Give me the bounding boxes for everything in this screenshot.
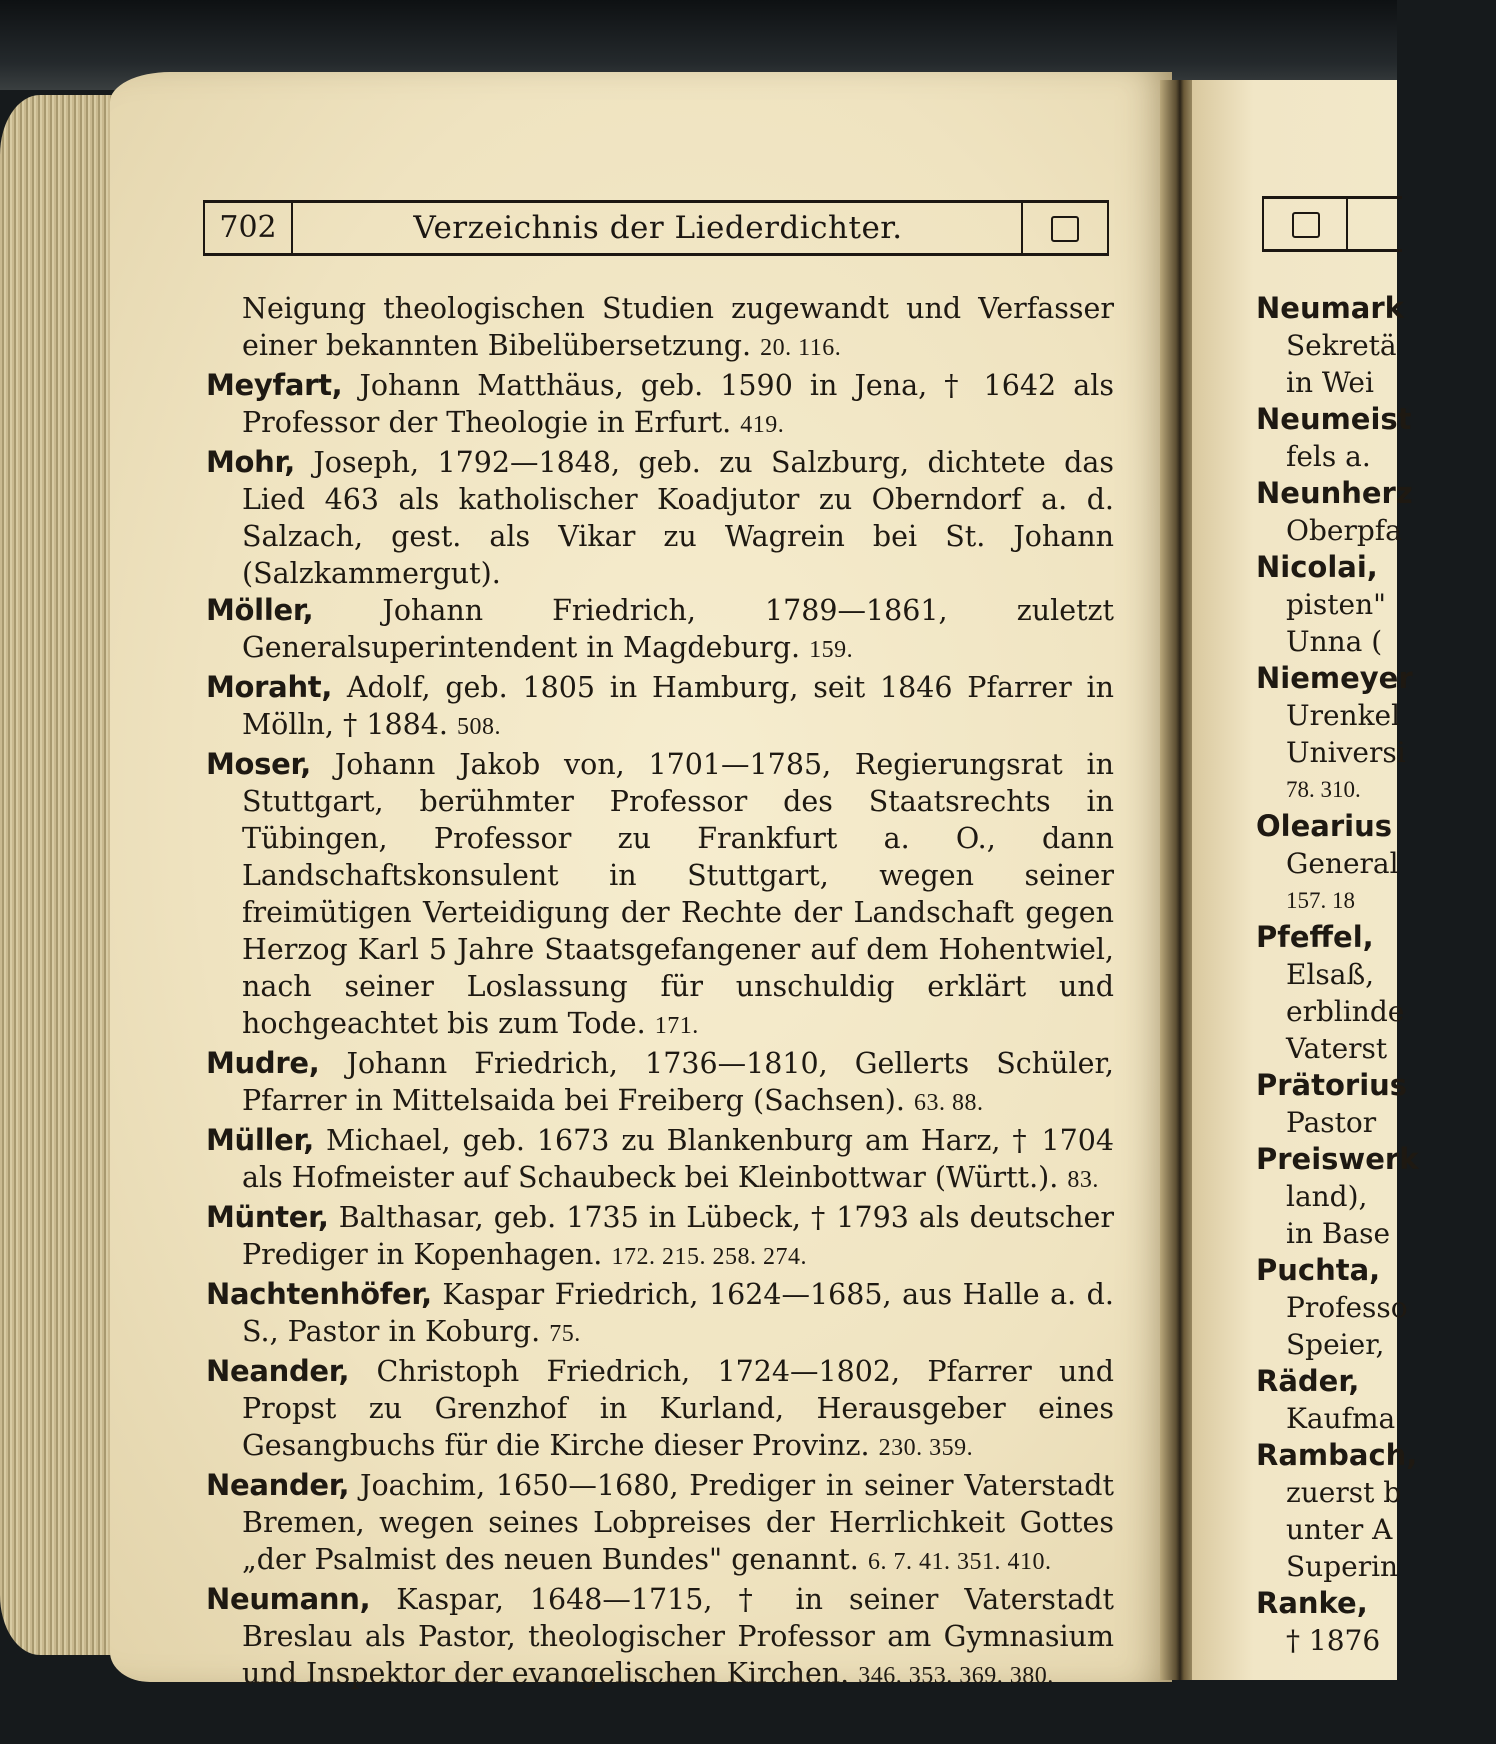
author-bio: Neigung theologischen Studien zugewandt und Verfasser einer bekannten Bibelübersetzung. xyxy=(242,292,1114,362)
hymn-references: 83. xyxy=(1067,1167,1099,1193)
text-line: Vaterst xyxy=(1286,1032,1388,1065)
author-name: Nicolai, xyxy=(1256,550,1378,584)
list-item xyxy=(206,1467,1114,1581)
list-item xyxy=(206,1199,1114,1276)
header-box-cell xyxy=(1021,203,1107,253)
author-name: Möller, xyxy=(206,593,314,627)
hymn-references: 75. xyxy=(549,1321,581,1347)
hymn-references: 230. 359. xyxy=(878,1435,974,1461)
text-line: pisten" xyxy=(1286,588,1386,621)
text-line: unter A xyxy=(1286,1513,1393,1546)
text-line: Kaufma xyxy=(1286,1402,1396,1435)
text-line: 157. 18 xyxy=(1286,888,1355,913)
author-bio: Johann Matthäus, geb. 1590 in Jena, † 1642 als Professor der Theologie in Erfurt. xyxy=(242,369,1114,439)
text-line: Universi xyxy=(1286,736,1406,769)
text-line: Elsaß, xyxy=(1286,958,1375,991)
list-item xyxy=(206,746,1114,1045)
text-line: erblinde xyxy=(1286,995,1405,1028)
author-name: Neunherz xyxy=(1256,476,1413,510)
author-name: Neander, xyxy=(206,1468,350,1502)
square-ornament-icon xyxy=(1292,212,1320,238)
right-page-header xyxy=(1262,196,1402,252)
list-item xyxy=(206,1122,1114,1199)
author-name: Puchta, xyxy=(1256,1253,1381,1287)
text-line: Professo xyxy=(1286,1291,1408,1324)
author-bio: Joseph, 1792—1848, geb. zu Salzburg, dichtete das Lied 463 als katholischer Koadjutor zu Oberndorf a. d. Salzach, gest. als Vikar zu Wagrein bei St. Johann (Salzkammergut). xyxy=(242,446,1115,590)
text-line: fels a. xyxy=(1286,440,1371,473)
right-page xyxy=(1192,80,1419,1680)
hymn-references: 63. 88. xyxy=(914,1090,984,1116)
author-name: Münter, xyxy=(206,1200,329,1234)
author-name: Mudre, xyxy=(206,1046,320,1080)
text-line: Unna ( xyxy=(1286,625,1383,658)
entry-list xyxy=(206,290,1114,1695)
text-line: 78. 310. xyxy=(1286,777,1361,802)
author-name: Rambach, xyxy=(1256,1438,1418,1472)
hymn-references: 508. xyxy=(457,714,502,740)
author-name: Olearius xyxy=(1256,809,1392,843)
text-line: General xyxy=(1286,847,1399,880)
list-item xyxy=(206,290,1114,367)
list-item xyxy=(206,1581,1114,1695)
author-name: Mohr, xyxy=(206,445,295,479)
author-bio: Johann Friedrich, 1736—1810, Gellerts Schüler, Pfarrer in Mittelsaida bei Freiberg (Sachsen). xyxy=(242,1047,1114,1117)
author-bio: Michael, geb. 1673 zu Blankenburg am Harz, † 1704 als Hofmeister auf Schaubeck bei Kleinbottwar (Württ.). xyxy=(242,1124,1114,1194)
hymn-references: 171. xyxy=(654,1013,699,1039)
author-name: Pfeffel, xyxy=(1256,920,1374,954)
square-ornament-icon xyxy=(1051,216,1079,242)
author-bio: Johann Friedrich, 1789—1861, zuletzt Generalsuperintendent in Magdeburg. xyxy=(242,594,1114,664)
text-line: Oberpfa xyxy=(1286,514,1402,547)
author-name: Neumeist xyxy=(1256,402,1412,436)
hymn-references: 346. 353. 369. 380. xyxy=(858,1663,1054,1689)
hymn-references: 419. xyxy=(740,412,785,438)
text-line: in Base xyxy=(1286,1217,1391,1250)
author-name: Neumann, xyxy=(206,1582,371,1616)
author-bio: Johann Jakob von, 1701—1785, Regierungsrat in Stuttgart, berühmter Professor des Staatsrechts in Tübingen, Professor zu Frankfurt a. O., dann Landschaftskonsulent in Stuttgart, wegen seiner freimütigen Verteidigung der Rechte der Landschaft gegen Herzog Karl 5 Jahre Staatsgefangener auf dem Hohentwiel, nach seiner Loslassung für unschuldig erklärt und hochgeachtet bis zum Tode. xyxy=(242,748,1114,1040)
author-name: Neander, xyxy=(206,1354,350,1388)
text-line: zuerst b xyxy=(1286,1476,1402,1509)
author-name: Neumark xyxy=(1256,291,1404,325)
author-bio: Kaspar, 1648—1715, † in seiner Vaterstadt Breslau als Pastor, theologischer Professor am Gymnasium und Inspektor der evangelischen Kirchen. xyxy=(242,1583,1115,1690)
author-name: Müller, xyxy=(206,1123,315,1157)
list-item xyxy=(206,1276,1114,1353)
author-bio: Christoph Friedrich, 1724—1802, Pfarrer und Propst zu Grenzhof in Kurland, Herausgeber eines Gesangbuchs für die Kirche dieser Provinz. xyxy=(242,1355,1114,1462)
text-line: in Wei xyxy=(1286,366,1374,399)
list-item xyxy=(206,669,1114,746)
hymn-references: 6. 7. 41. 351. 410. xyxy=(867,1549,1052,1575)
author-name: Moser, xyxy=(206,747,311,781)
list-item xyxy=(206,1045,1114,1122)
text-line: Sekretä xyxy=(1286,329,1397,362)
author-bio: Adolf, geb. 1805 in Hamburg, seit 1846 Pfarrer in Mölln, † 1884. xyxy=(242,671,1115,741)
text-line: Superin xyxy=(1286,1550,1399,1583)
list-item xyxy=(206,367,1114,444)
hymn-references: 20. 116. xyxy=(760,335,842,361)
header-box-cell xyxy=(1264,199,1348,249)
author-name: Preiswerk xyxy=(1256,1142,1419,1176)
author-bio: Kaspar Friedrich, 1624—1685, aus Halle a. d. S., Pastor in Koburg. xyxy=(242,1278,1114,1348)
author-bio: Joachim, 1650—1680, Prediger in seiner Vaterstadt Bremen, wegen seines Lobpreises der Herrlichkeit Gottes „der Psalmist des neuen Bundes" genannt. xyxy=(242,1469,1114,1576)
right-page-entries xyxy=(1256,290,1496,1659)
page-number: 702 xyxy=(205,203,293,253)
author-name: Moraht, xyxy=(206,670,333,704)
author-name: Räder, xyxy=(1256,1364,1360,1398)
text-line: Pastor xyxy=(1286,1106,1377,1139)
list-item xyxy=(206,444,1114,592)
author-bio: Balthasar, geb. 1735 in Lübeck, † 1793 als deutscher Prediger in Kopenhagen. xyxy=(242,1201,1114,1271)
author-name: Ranke, xyxy=(1256,1586,1368,1620)
author-name: Meyfart, xyxy=(206,368,343,402)
text-line: † 1876 xyxy=(1286,1624,1381,1657)
text-line: land), xyxy=(1286,1180,1368,1213)
author-name: Niemeyer xyxy=(1256,661,1413,695)
author-name: Prätorius xyxy=(1256,1068,1408,1102)
list-item xyxy=(206,1353,1114,1467)
hymn-references: 159. xyxy=(809,637,854,663)
author-name: Nachtenhöfer, xyxy=(206,1277,432,1311)
text-line: Urenkel xyxy=(1286,699,1401,732)
text-line: Speier, xyxy=(1286,1328,1385,1361)
page-title: Verzeichnis der Liederdichter. xyxy=(413,210,903,246)
page-header xyxy=(203,200,1109,256)
list-item xyxy=(206,592,1114,669)
hymn-references: 172. 215. 258. 274. xyxy=(611,1244,807,1270)
